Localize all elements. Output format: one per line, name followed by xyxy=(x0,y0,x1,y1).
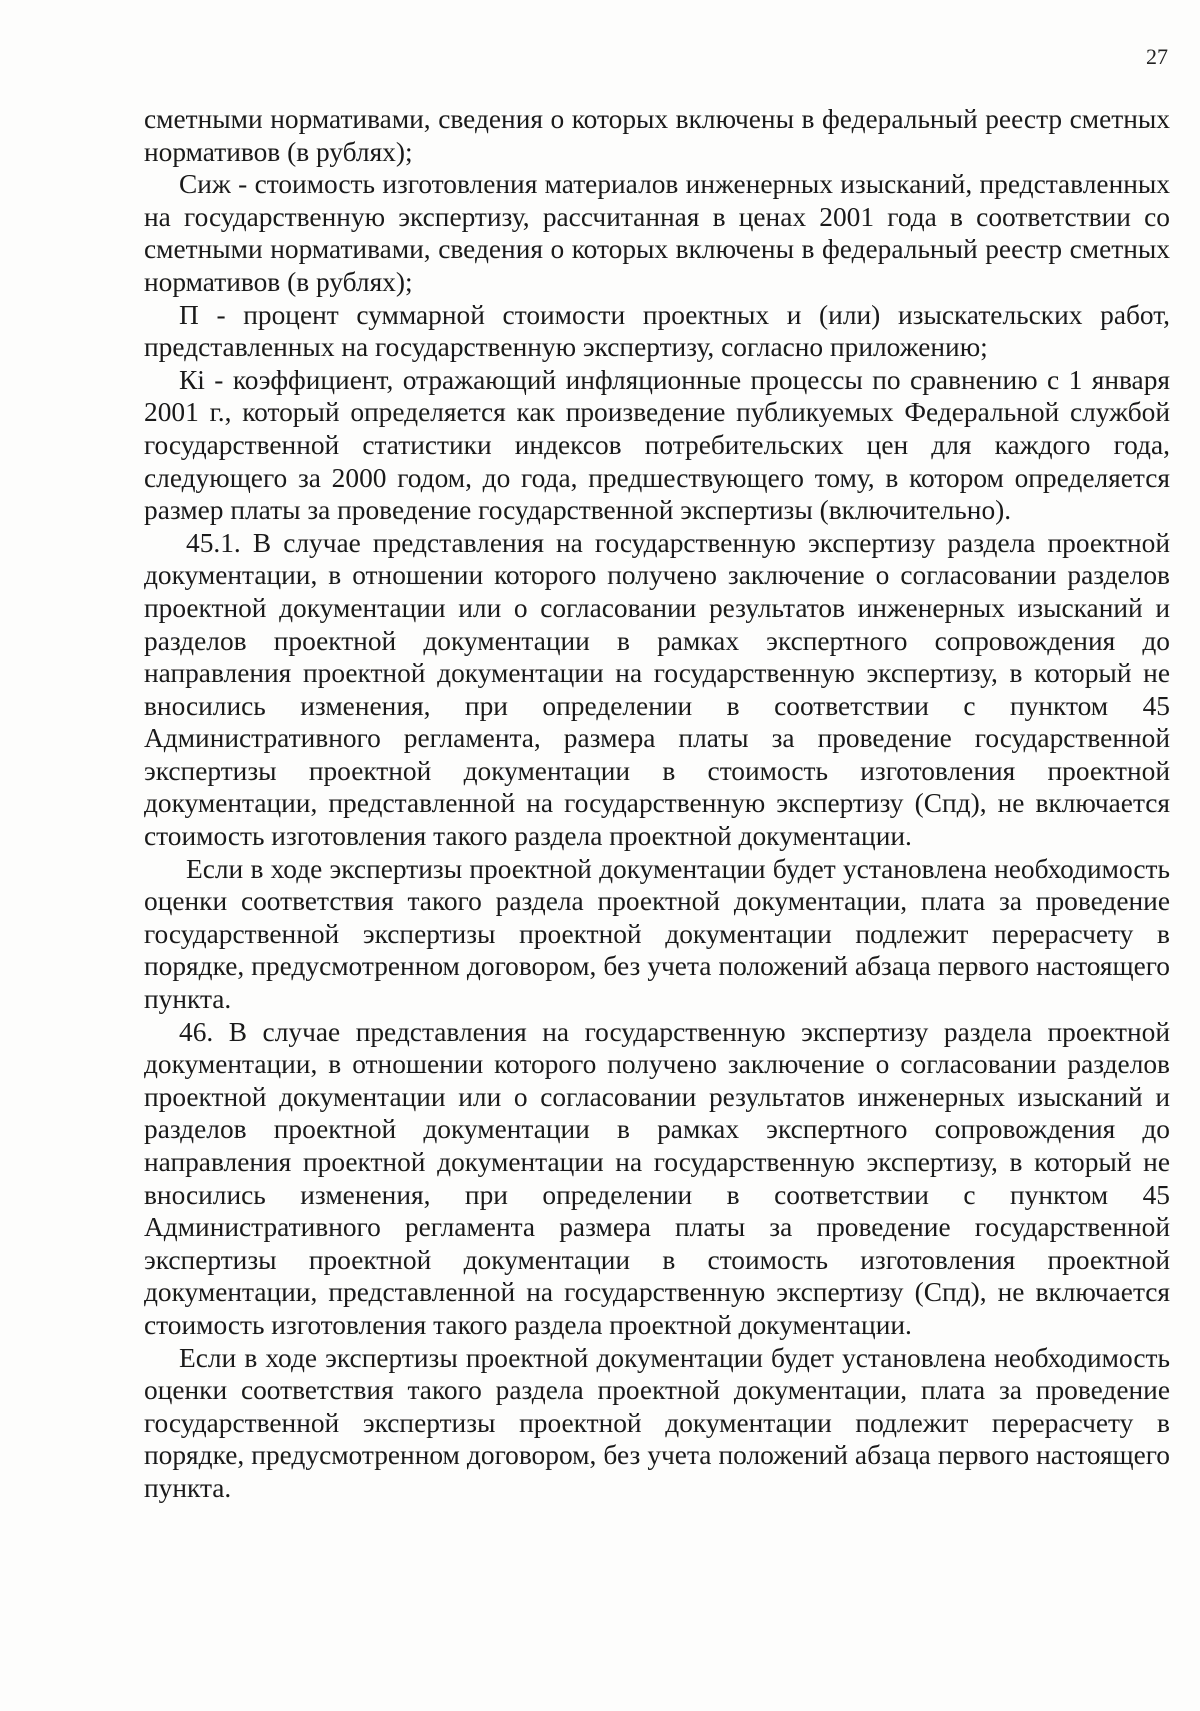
paragraph-clause-46: 46. В случае представления на государственную экспертизу раздела проектной документации, в отношении которого получено заключение о согласовании разделов проектной документации или о согласовании результатов инженерных изысканий и разделов проектной документации в рамках экспертного сопровождения до направления проектной документации на государственную экспертизу, в который не вносились изменения, при определении в соответствии с пунктом 45 Административного регламента размера платы за проведение государственной экспертизы проектной документации в стоимость изготовления проектной документации, представленной на государственную экспертизу (Спд), не включается стоимость изготовления такого раздела проектной документации. xyxy=(144,1016,1170,1340)
page-number: 27 xyxy=(1146,44,1168,69)
paragraph-definition-p: П - процент суммарной стоимости проектных и (или) изыскательских работ, представленных на государственную экспертизу, согласно приложению; xyxy=(144,299,1170,363)
paragraph-clause-45-1-recalculation: Если в ходе экспертизы проектной документации будет установлена необходимость оценки соответствия такого раздела проектной документации, плата за проведение государственной экспертизы проектной документации подлежит перерасчету в порядке, предусмотренном договором, без учета положений абзаца первого настоящего пункта. xyxy=(144,853,1170,1015)
paragraph-clause-46-recalculation: Если в ходе экспертизы проектной документации будет установлена необходимость оценки соответствия такого раздела проектной документации, плата за проведение государственной экспертизы проектной документации подлежит перерасчету в порядке, предусмотренном договором, без учета положений абзаца первого настоящего пункта. xyxy=(144,1342,1170,1503)
paragraph-definition-sizh: Сиж - стоимость изготовления материалов инженерных изысканий, представленных на государственную экспертизу, рассчитанная в ценах 2001 года в соответствии со сметными нормативами, сведения о которых включены в федеральный реестр сметных нормативов (в рублях); xyxy=(144,169,1170,297)
paragraph-definition-ki: Кi - коэффициент, отражающий инфляционные процессы по сравнению с 1 января 2001 г., который определяется как произведение публикуемых Федеральной службой государственной статистики индексов потребительских цен для каждого года, следующего за 2000 годом, до года, предшествующего тому, в котором определяется размер платы за проведение государственной экспертизы (включительно). xyxy=(144,364,1170,526)
document-body xyxy=(144,103,1170,1505)
paragraph-clause-45-1: 45.1. В случае представления на государственную экспертизу раздела проектной документации, в отношении которого получено заключение о согласовании разделов проектной документации или о согласовании результатов инженерных изысканий и разделов проектной документации в рамках экспертного сопровождения до направления проектной документации на государственную экспертизу, в который не вносились изменения, при определении в соответствии с пунктом 45 Административного регламента, размера платы за проведение государственной экспертизы проектной документации в стоимость изготовления проектной документации, представленной на государственную экспертизу (Спд), не включается стоимость изготовления такого раздела проектной документации. xyxy=(144,527,1170,852)
paragraph-continuation: сметными нормативами, сведения о которых включены в федеральный реестр сметных нормативов (в рублях); xyxy=(144,104,1170,167)
